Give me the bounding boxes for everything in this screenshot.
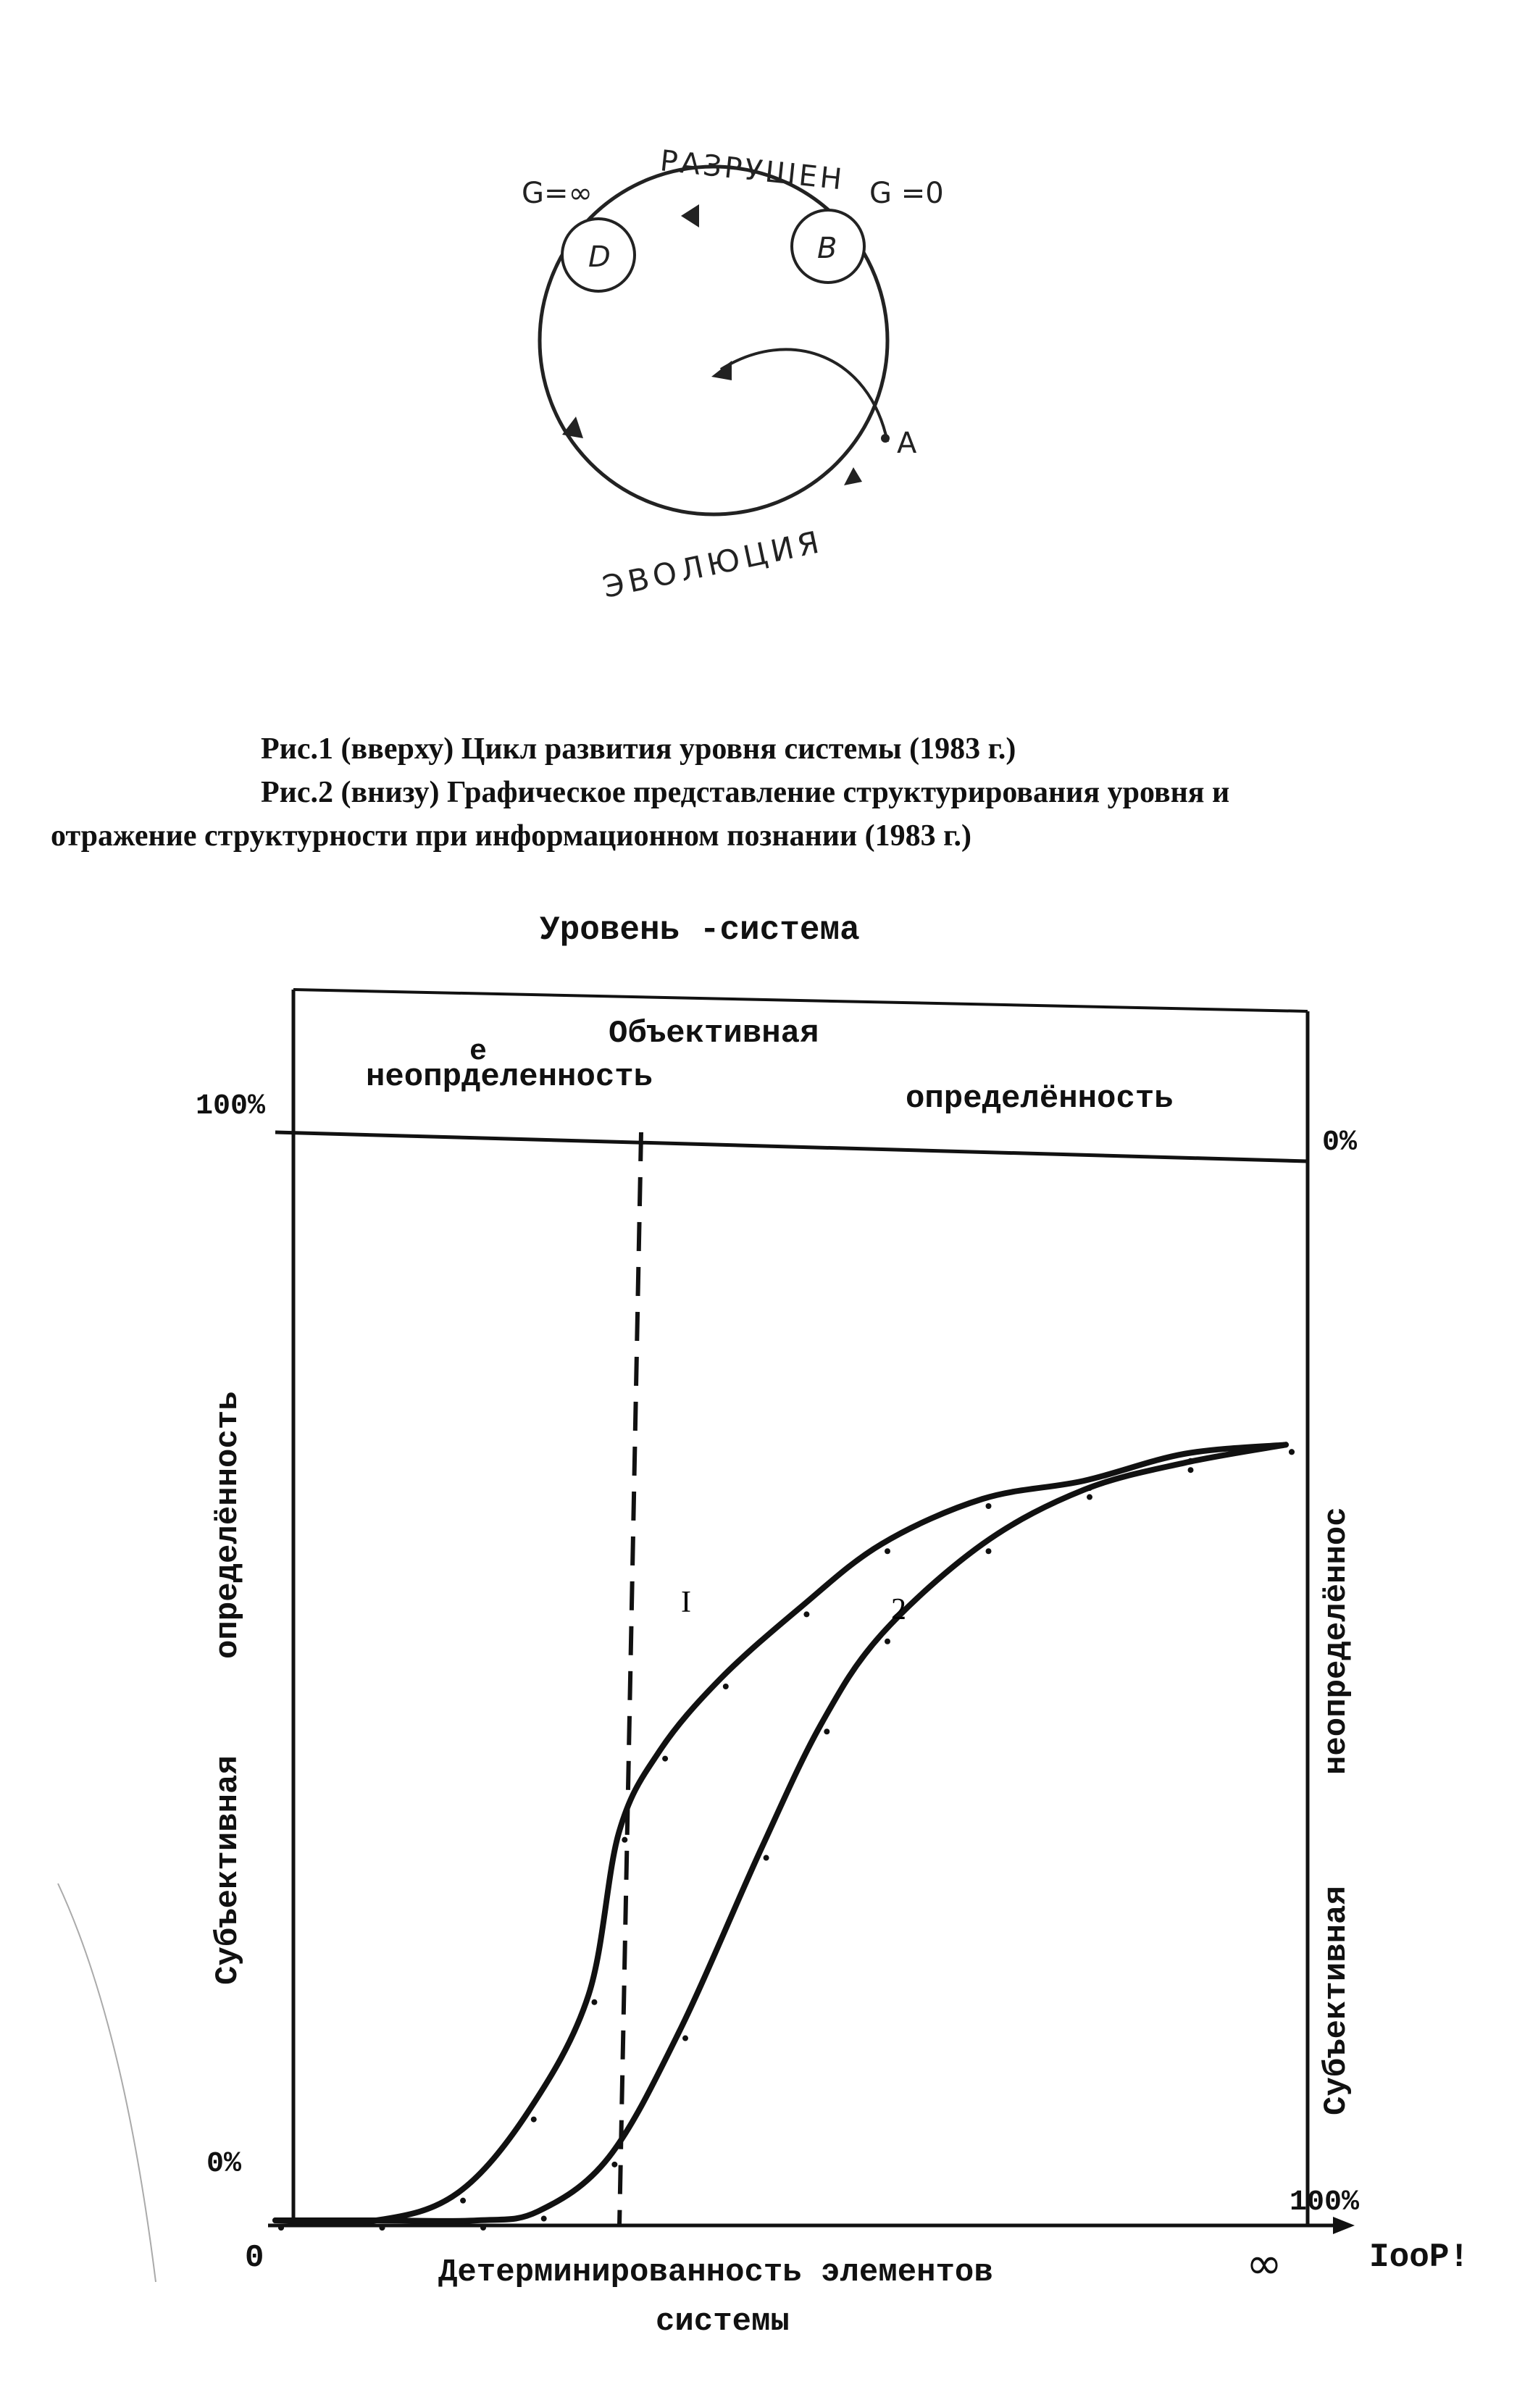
data-point-series-2 xyxy=(380,2225,385,2231)
data-point-series-1 xyxy=(662,1756,668,1762)
data-point-series-1 xyxy=(1087,1485,1092,1491)
label-g-infinity: G=∞ xyxy=(522,177,593,210)
x-infinity-label: ∞ xyxy=(1246,2238,1282,2289)
data-point-series-2 xyxy=(764,1855,769,1861)
data-point-series-2 xyxy=(885,1639,890,1644)
data-point-series-2 xyxy=(1289,1449,1295,1455)
data-point-series-1 xyxy=(1188,1458,1194,1464)
data-point-series-2 xyxy=(986,1548,992,1554)
data-point-series-2 xyxy=(682,2036,688,2041)
data-point-series-1 xyxy=(723,1684,729,1689)
data-point-series-2 xyxy=(1087,1494,1092,1500)
top-band-left-line-2: неопрделенность xyxy=(366,1059,653,1095)
label-g-zero: G =0 xyxy=(869,177,944,210)
series-1-label: I xyxy=(681,1586,691,1619)
top-band-right: определённость xyxy=(906,1081,1174,1117)
left-top-tick: 100% xyxy=(196,1090,266,1123)
right-top-tick: 0% xyxy=(1322,1126,1358,1159)
curve-series-1 xyxy=(275,1445,1286,2222)
top-band-left-line-1: Объективная xyxy=(609,1016,819,1052)
node-b-label: B xyxy=(817,232,837,265)
caption-line-2: Рис.2 (внизу) Графическое представление структурирования уровня и xyxy=(261,776,1230,809)
x-end-label: IooP! xyxy=(1369,2238,1470,2276)
series-2-label: 2 xyxy=(891,1593,906,1626)
x-axis-label-line-2: системы xyxy=(656,2304,790,2340)
data-point-series-2 xyxy=(1188,1467,1194,1473)
dashed-marker-line xyxy=(619,1132,641,2225)
data-point-series-2 xyxy=(278,2225,284,2231)
chart-title: Уровень -система xyxy=(540,911,860,949)
right-axis-label-1: Субъективная xyxy=(1318,1886,1355,2115)
caption-line-1: Рис.1 (вверху) Цикл развития уровня системы (1983 г.) xyxy=(261,732,1016,766)
data-point-series-2 xyxy=(824,1728,829,1734)
band-divider-line xyxy=(275,1132,1308,1161)
data-point-series-1 xyxy=(622,1837,627,1843)
data-point-series-1 xyxy=(460,2198,466,2204)
left-axis-label-2: определённость xyxy=(210,1391,246,1659)
data-point-series-1 xyxy=(803,1611,809,1617)
x-origin-label: 0 xyxy=(245,2240,264,2276)
right-bottom-tick: 100% xyxy=(1290,2186,1360,2219)
node-a-label: A xyxy=(897,427,917,460)
curve-series-2 xyxy=(275,1445,1286,2221)
left-axis-label-1: Субъективная xyxy=(210,1755,246,1985)
x-axis-label-line-1: Детерминированность элементов xyxy=(438,2254,993,2291)
top-frame-line xyxy=(293,990,1308,1011)
data-point-series-2 xyxy=(480,2225,486,2231)
node-d-label: D xyxy=(588,241,611,274)
data-point-series-1 xyxy=(531,2117,537,2123)
data-point-series-1 xyxy=(885,1548,890,1554)
caption-line-3: отражение структурности при информационном познании (1983 г.) xyxy=(51,819,971,853)
data-point-series-1 xyxy=(986,1503,992,1509)
data-point-series-2 xyxy=(541,2216,547,2222)
right-axis-label-2: неопределённос xyxy=(1318,1507,1355,1775)
label-destruction: РАЗРУШЕН xyxy=(658,144,847,197)
data-point-series-1 xyxy=(591,1999,597,2005)
label-evolution: ЭВОЛЮЦИЯ xyxy=(599,523,827,605)
data-point-series-2 xyxy=(611,2162,617,2167)
x-axis-arrow-icon xyxy=(1333,2217,1355,2234)
top-band-correction: е xyxy=(469,1036,488,1069)
left-bottom-tick: 0% xyxy=(206,2148,242,2181)
